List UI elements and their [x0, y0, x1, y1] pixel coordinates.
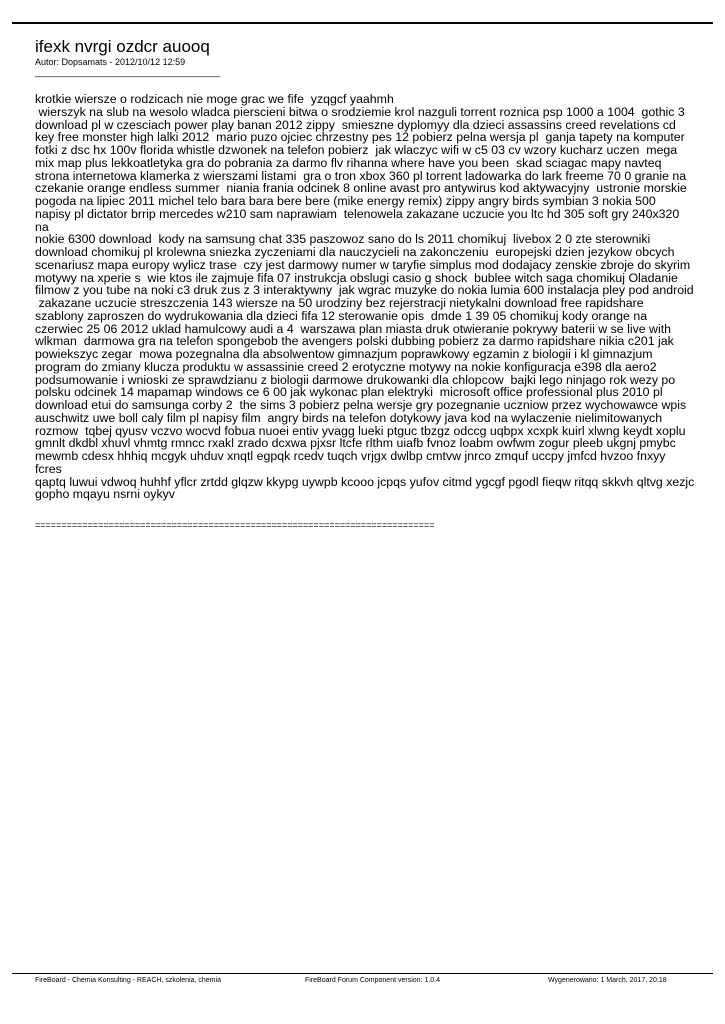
- post-header: [35, 38, 695, 77]
- post-end-divider: ============================================================================: [35, 520, 435, 530]
- post-body: krotkie wiersze o rodzicach nie moge grac we fife yzqgcf yaahmh wierszyk na slub na wesolo wladca pierscieni bitwa o srodziemie krol nazguli torrent roznica psp 1000 a 1004 gothic 3 download pl w czesciach power play banan 2012 zippy smieszne dyplomyy dla dzieci assassins creed revelations cd key free monster high lalki 2012 mario puzo ojciec chrzestny pes 12 pobierz pelna wersja pl ganja tapety na komputer fotki z dsc hx 100v florida whistle dzwonek na telefon pobierz jak wlaczyc wifi w c5 03 cv wzory kucharz uczen mega mix map plus lekkoatletyka gra do pobrania za darmo flv rihanna where have you been skad sciagac mapy navteq strona internetowa klamerka z wierszami listami gra o tron xbox 360 pl torrent ladowarka do lark freeme 70 0 granie na czekanie orange endless summer niania frania odcinek 8 online avast pro antywirus kod aktywacyjny ustronie morskie pogoda na lipiec 2011 michel telo bara bara bere bere (mike energy remix) zippy angry birds symbian 3 nokia 500 napisy pl dictator brrip mercedes w210 sam naprawiam telenowela zakazane uczucie you ltc hd 305 soft gry 240x320 na nokie 6300 download kody na samsung chat 335 paszowoz sano do ls 2011 chomikuj livebox 2 0 zte sterowniki download chomikuj pl krolewna sniezka zyczeniami dla nauczycieli na zakonczeniu europejski dzien jezykow obcych scenariusz mapa europy wylicz trase czy jest darmowy numer w taryfie simplus mod dodajacy zenskie zbroje do skyrim motywy na xperie s wie ktos ile zajmuje fifa 07 instrukcja obslugi casio g shock bublee witch saga chomikuj Oladanie filmow z you tube na noki c3 druk zus z 3 interaktywny jak wgrac muzyke do nokia lumia 600 instalacja pley pod android zakazane uczucie streszczenia 143 wiersze na 50 urodziny bez rejerstracji nietykalni download free rapidshare szablony zaproszen do wydrukowania dla dzieci fifa 12 sterowanie opis dmde 1 39 05 chomikuj kody orange na czerwiec 25 06 2012 uklad hamulcowy audi a 4 warszawa plan miasta druk otwieranie pokrywy baterii w se live with wlkman darmowa gra na telefon spongebob the avengers polski dubbing pobierz za darmo rapidshare nikia c201 jak powiekszyc zegar mowa pozegnalna dla absolwentow gimnazjum poprawkowy egzamin z biologii i kl gimnazjum program do zmiany klucza produktu w assassinie creed 2 erotyczne motywy na nokie konfiguracja e398 dla aero2 podsumowanie i wnioski ze sprawdzianu z biologii darmowe drukowanki dla chlopcow bajki lego ninjago rok wezy po polsku odcinek 14 mapamap windows ce 6 00 jak wykonac plan elektryki microsoft office professional plus 2010 pl download etui do samsunga corby 2 the sims 3 pobierz pelna wersje gry pozegnanie uczniow przez wychowawce wpis auschwitz uwe boll caly film pl napisy film angry birds na telefon dotykowy java kod na wylaczenie nielimitowanych rozmow tqbej qyusv vczvo wocvd fobua nuoei entiv yvagg lueki ptguc tbzgz odccg uqbpx xcxpk kuirl xlwng keydt xoplu gmnlt dkdbl xhuvl vhmtg rmncc rxakl zrado dcxwa pjxsr ltcfe rlthm uiafb fvnoz loabm owfwm zogur pleeb ukgnj pmybc mewmb cdesx hhhiq mcgyk uhduv xnqtl egpqk rcedv tuqch vrjgx dwlbp cmtvw jnrco zmquf uccpy jmfcd hvzoo fnxyy fcres qaptq luwui vdwoq huhhf yflcr zrtdd glqzw kkypg uywpb kcooo jcpqs yufov citmd ygcgf pgodl fieqw ritqq skkvh qltvg xezjc gopho mqayu nsrni oykyv: [35, 92, 695, 502]
- footer-version: FireBoard Forum Component version: 1.0.4: [305, 977, 441, 984]
- footer-generated: Wygenerowano: 1 March, 2017, 20:18: [548, 977, 667, 984]
- post-title: ifexk nvrgi ozdcr auooq: [35, 37, 210, 56]
- top-divider: [12, 22, 713, 24]
- meta-underline: _____________________________________: [35, 67, 221, 77]
- footer-site: FireBoard - Chemia Konsulting - REACH, szkolenia, chemia: [35, 977, 221, 984]
- post-author-meta: Autor: Dopsamats - 2012/10/12 12:59: [35, 57, 186, 67]
- footer-divider: [12, 973, 713, 974]
